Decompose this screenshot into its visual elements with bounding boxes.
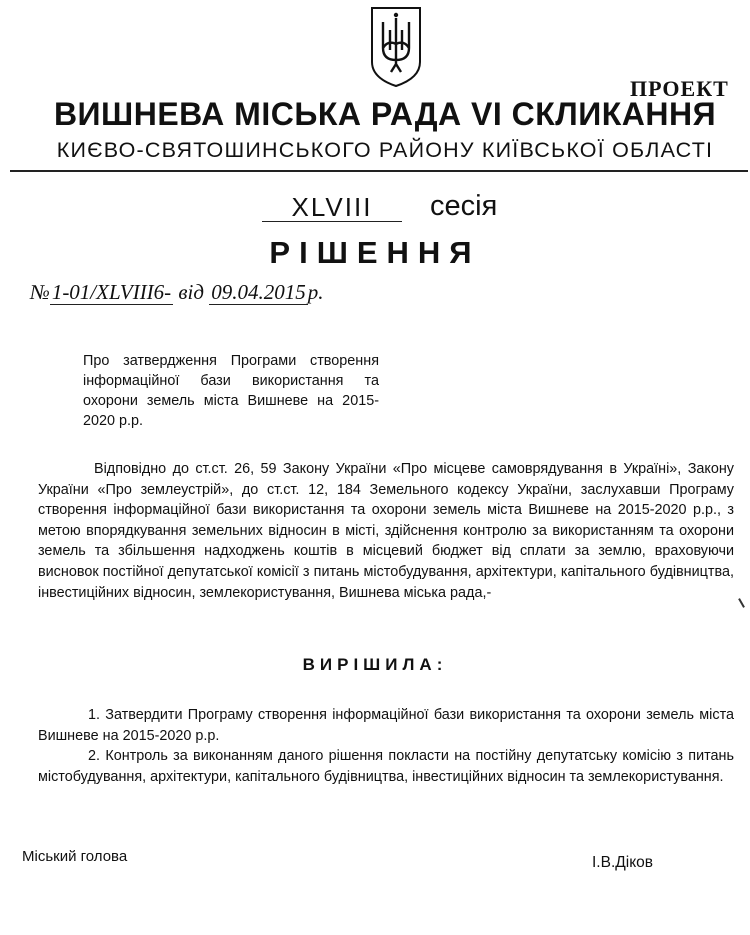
date-suffix: р. — [307, 280, 324, 304]
decision-items — [38, 705, 734, 787]
margin-mark — [738, 594, 750, 608]
date-prefix: від — [178, 280, 204, 304]
preamble-paragraph: Відповідно до ст.ст. 26, 59 Закону України «Про місцеве самоврядування в Україні», Закону України «Про землеустрій», до ст.ст. 12, 184 Земельного кодексу України, заслухавши Програму створення інформаційної бази використання та охорони земель міста Вишневе на 2015-2020 р.р., з метою впорядкування земельних відносин в місті, здійснення контролю за використанням та охорони земель та збільшення надходжень коштів в місцевий бюджет від сплати за землю, враховуючи висновок постійної депутатської комісії з питань містобудування, архітектури, капітального будівництва, інвестиційних відносин, землекористування, Вишнева міська рада,- — [38, 461, 734, 601]
decision-number: 1-01/XLVIII6- — [51, 280, 172, 304]
session-number: XLVIII — [262, 193, 402, 222]
district-name: КИЄВО-СВЯТОШИНСЬКОГО РАЙОНУ КИЇВСЬКОЇ ОБЛАСТІ — [56, 138, 714, 162]
signature-name: І.В.Діков — [592, 854, 654, 871]
draft-label: ПРОЕКТ — [630, 76, 729, 101]
header-divider — [10, 170, 748, 172]
council-name: ВИШНЕВА МІСЬКА РАДА VI СКЛИКАННЯ — [53, 96, 717, 132]
signature-title: Міський голова — [22, 848, 128, 865]
resolved-heading: ВИРІШИЛА: — [302, 655, 448, 674]
decision-item: 1. Затвердити Програму створення інформаційної бази використання та охорони земель міста Вишневе на 2015-2020 р.р. — [38, 707, 734, 744]
trident-coat-of-arms-icon — [366, 4, 426, 90]
decision-date: 09.04.2015 — [211, 280, 306, 304]
session-label: сесія — [430, 190, 498, 222]
number-prefix: № — [30, 280, 50, 304]
decision-title: РІШЕННЯ — [269, 235, 481, 270]
decision-item: 2. Контроль за виконанням даного рішення покласти на постійну депутатську комісію з питань містобудування, архітектури, капітального будівництва, інвестиційних відносин та землекористування. — [38, 748, 734, 785]
decision-number-line — [30, 280, 324, 305]
decision-subject: Про затвердження Програми створення інформаційної бази використання та охорони земель міста Вишневе на 2015-2020 р.р. — [83, 353, 379, 429]
